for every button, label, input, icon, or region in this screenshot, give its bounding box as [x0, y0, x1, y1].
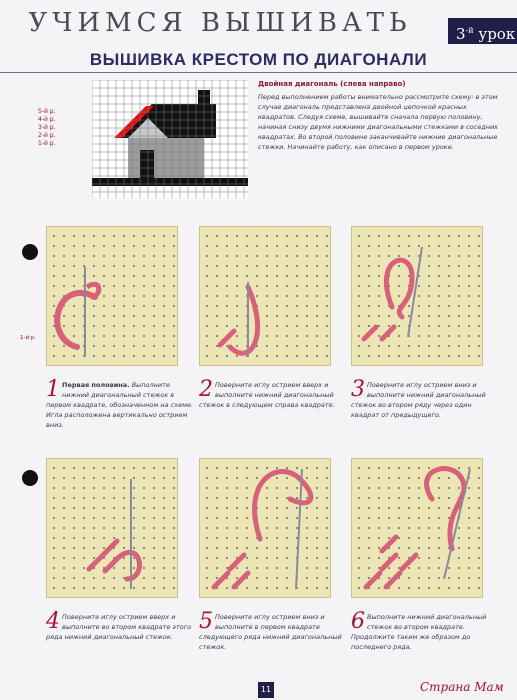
step-3-number: 3 [351, 377, 365, 402]
step-5-number: 5 [199, 609, 213, 634]
step-4-caption [46, 609, 196, 642]
step-1-bold: Первая половина. [62, 381, 130, 389]
step-1-caption [46, 377, 196, 430]
step-5-text: Поверните иглу острием вниз и выполните в первом квадрате следующего ряда нижний диагональный стежок. [199, 613, 342, 651]
step-5-caption [199, 609, 349, 652]
step-1-row-label: 1-й р. [20, 335, 37, 341]
row-label-5: 5-й р. [38, 108, 56, 115]
step-3-text: Поверните иглу острием вниз и выполните нижний диагональный стежок во втором ряду через один квадрат от предыдущего. [351, 381, 486, 419]
binder-hole [22, 470, 38, 486]
step-6-number: 6 [351, 609, 365, 634]
page-title: УЧИМСЯ ВЫШИВАТЬ [28, 8, 412, 38]
step-1-number: 1 [46, 377, 60, 402]
lesson-badge [448, 18, 517, 44]
intro-text: Перед выполнением работы внимательно рассмотрите схему: в этом случае диагональ представлена двойной цепочкой красных квадратов. Следуя схеме, вышивайте сначала первую половину, начиная снизу двумя нижними диагональными стежками в соседних квадратах. Во второй половине заканчивайте нижние диагональные стежки. Начинайте работу, как описано в первом уроке. [258, 93, 499, 151]
binder-hole [22, 244, 38, 260]
step-3-panel [351, 226, 483, 366]
step-6-caption [351, 609, 501, 652]
intro-heading: Двойная диагональ (слева направо) [258, 80, 406, 88]
step-6-text: Выполните нижний диагональный стежок во втором квадрате. Продолжите таким же образом до последнего ряда. [351, 613, 487, 651]
step-4-illustration [47, 459, 177, 597]
step-3-illustration [352, 227, 482, 365]
page-number: 11 [258, 682, 274, 698]
step-2-caption [199, 377, 349, 410]
step-1-text: Выполните нижний диагональный стежок в первом квадрате, обозначенном на схеме. Игла расположена вертикально острием вниз. [46, 381, 194, 429]
step-2-number: 2 [199, 377, 213, 402]
cross-stitch-scheme [92, 80, 248, 198]
lesson-suffix: -й [465, 26, 474, 35]
step-5-panel [199, 458, 331, 598]
step-4-panel [46, 458, 178, 598]
row-labels [38, 108, 56, 148]
lesson-number: 3 [456, 25, 466, 43]
row-label-2: 2-й р. [38, 132, 56, 139]
step-6-illustration [352, 459, 482, 597]
watermark: Страна Мам [420, 680, 504, 694]
step-1-panel [46, 226, 178, 366]
page-subtitle: ВЫШИВКА КРЕСТОМ ПО ДИАГОНАЛИ [89, 50, 428, 69]
step-5-illustration [200, 459, 330, 597]
step-4-text: Поверните иглу острием вверх и выполните во втором квадрате этого ряда нижний диагональный стежок. [46, 613, 192, 641]
step-6-panel [351, 458, 483, 598]
step-1-illustration [47, 227, 177, 365]
row-label-3: 3-й р. [38, 124, 56, 131]
step-2-text: Поверните иглу острием вверх и выполните нижний диагональный стежок в следующем справа квадрате. [199, 381, 335, 409]
lesson-word: урок [478, 25, 516, 43]
row-label-1: 1-й р. [38, 140, 56, 147]
step-3-caption [351, 377, 501, 420]
step-2-illustration [200, 227, 330, 365]
step-4-number: 4 [46, 609, 60, 634]
divider [0, 72, 517, 73]
row-label-4: 4-й р. [38, 116, 56, 123]
step-2-panel [199, 226, 331, 366]
